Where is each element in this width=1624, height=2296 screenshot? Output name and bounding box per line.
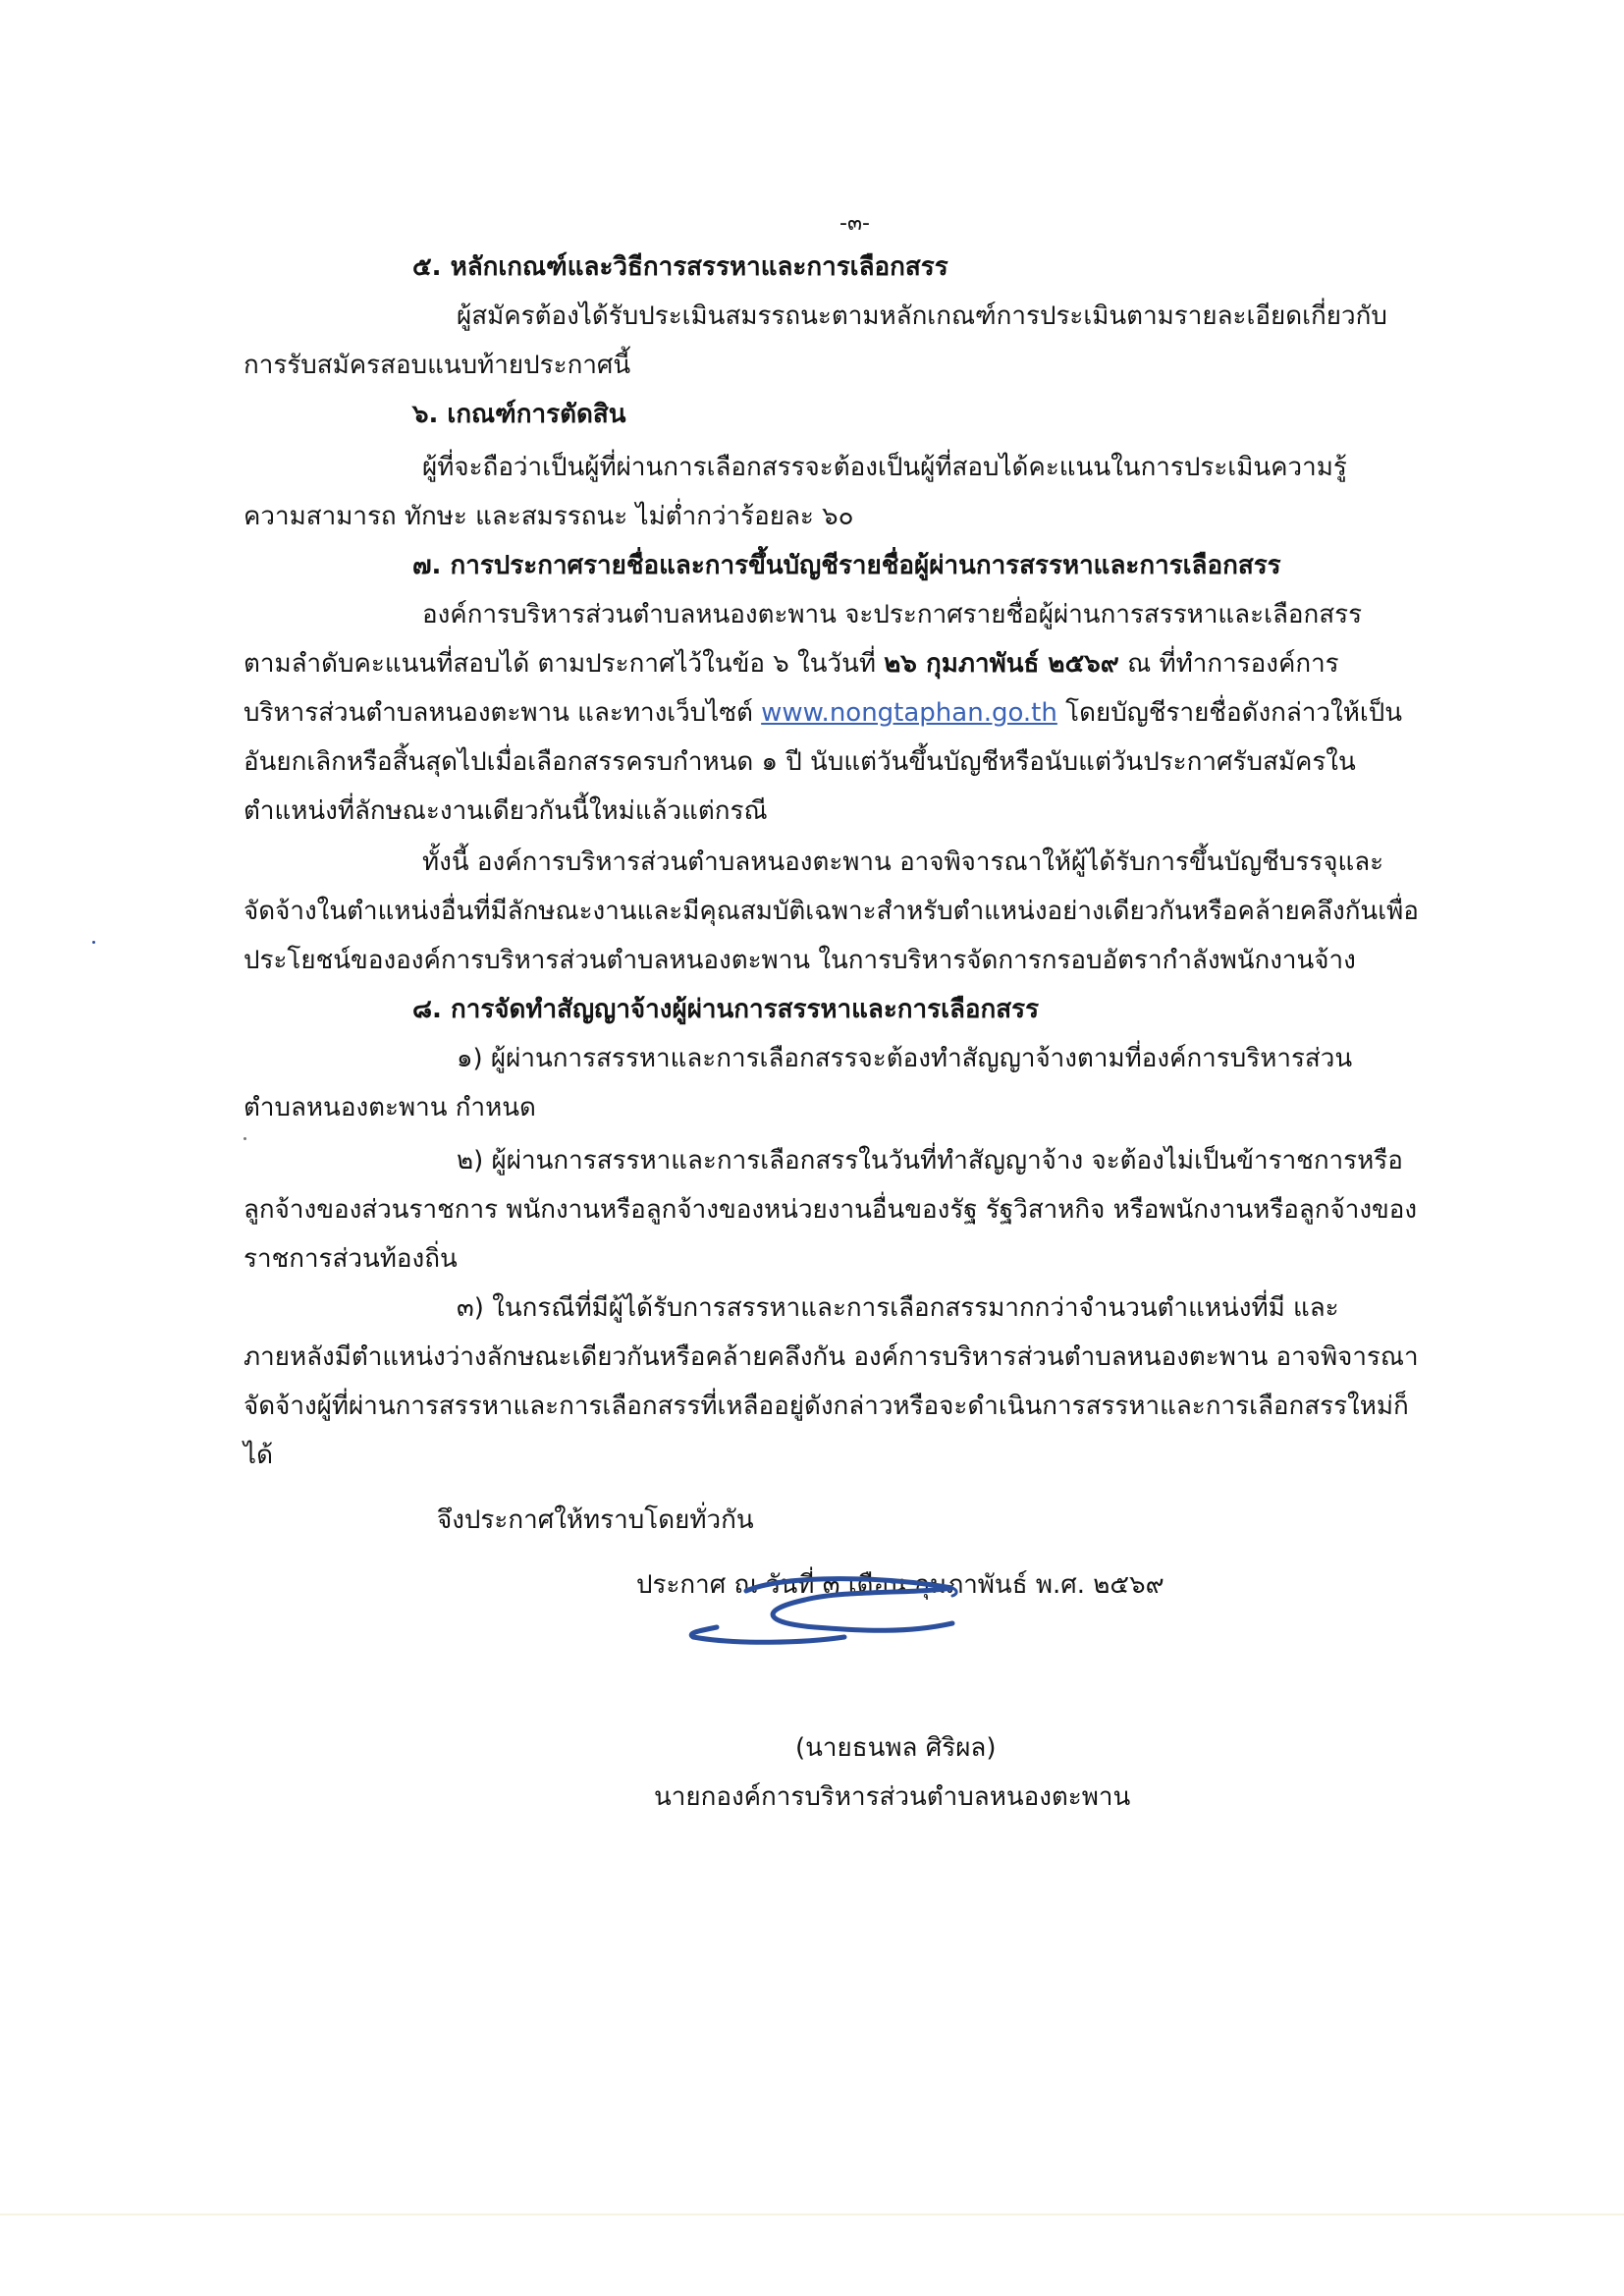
section-5-heading: ๕. หลักเกณฑ์และวิธีการสรรหาและการเลือกสรร (412, 252, 948, 282)
section-7-line-4: อันยกเลิกหรือสิ้นสุดไปเมื่อเลือกสรรครบกำหนด ๑ ปี นับแต่วันขึ้นบัญชีหรือนับแต่วันประกาศรับสมัครใน (244, 747, 1356, 777)
section-7-heading: ๗. การประกาศรายชื่อและการขึ้นบัญชีรายชื่อผู้ผ่านการสรรหาและการเลือกสรร (412, 551, 1281, 580)
website-link[interactable]: www.nongtaphan.go.th (761, 698, 1057, 728)
section-7-line-3-text: บริหารส่วนตำบลหนองตะพาน และทางเว็บไซต์ (244, 698, 753, 728)
signer-name: (นายธนพล ศิริผล) (795, 1733, 997, 1763)
signer-title: นายกองค์การบริหารส่วนตำบลหนองตะพาน (654, 1782, 1131, 1812)
ink-speck (244, 1137, 246, 1140)
section-8-heading: ๘. การจัดทำสัญญาจ้างผู้ผ่านการสรรหาและการเลือกสรร (412, 995, 1040, 1024)
section-5-line-1: ผู้สมัครต้องได้รับประเมินสมรรถนะตามหลักเกณฑ์การประเมินตามรายละเอียดเกี่ยวกับ (457, 301, 1387, 331)
closing-date-line: ประกาศ ณ วันที่ ๓ เดือน กุมภาพันธ์ พ.ศ. ๒๕๖๙ (636, 1570, 1164, 1600)
section-8-item-1-line-1: ๑) ผู้ผ่านการสรรหาและการเลือกสรรจะต้องทำสัญญาจ้างตามที่องค์การบริหารส่วน (457, 1044, 1353, 1073)
section-7-line-5: ตำแหน่งที่ลักษณะงานเดียวกันนี้ใหม่แล้วแต่กรณี (244, 796, 768, 826)
section-8-item-3-line-1: ๓) ในกรณีที่มีผู้ได้รับการสรรหาและการเลือกสรรมากกว่าจำนวนตำแหน่งที่มี และ (457, 1293, 1339, 1323)
section-8-item-2-line-3: ราชการส่วนท้องถิ่น (244, 1244, 458, 1274)
section-7-line-2 (244, 644, 1339, 683)
section-7-line-1: องค์การบริหารส่วนตำบลหนองตะพาน จะประกาศรายชื่อผู้ผ่านการสรรหาและเลือกสรร (422, 600, 1363, 629)
page-number: -๓- (839, 211, 870, 236)
section-6-line-1: ผู้ที่จะถือว่าเป็นผู้ที่ผ่านการเลือกสรรจะต้องเป็นผู้ที่สอบได้คะแนนในการประเมินความรู้ (422, 453, 1347, 482)
section-7-line-7: จัดจ้างในตำแหน่งอื่นที่มีลักษณะงานและมีคุณสมบัติเฉพาะสำหรับตำแหน่งอย่างเดียวกันหรือคล้ายคลึงกันเพื่อ (244, 897, 1419, 926)
section-6-heading: ๖. เกณฑ์การตัดสิน (412, 400, 626, 429)
section-7-line-3 (244, 693, 1402, 733)
section-8-item-3-line-4: ได้ (244, 1441, 273, 1470)
closing-announce: จึงประกาศให้ทราบโดยทั่วกัน (437, 1505, 754, 1535)
section-7-line-2-tail: ณ ที่ทำการองค์การ (1127, 649, 1339, 679)
section-7-line-6: ทั้งนี้ องค์การบริหารส่วนตำบลหนองตะพาน อาจพิจารณาให้ผู้ได้รับการขึ้นบัญชีบรรจุและ (422, 847, 1384, 877)
section-5-line-2: การรับสมัครสอบแนบท้ายประกาศนี้ (244, 351, 631, 380)
section-8-item-2-line-2: ลูกจ้างของส่วนราชการ พนักงานหรือลูกจ้างของหน่วยงานอื่นของรัฐ รัฐวิสาหกิจ หรือพนักงานหรือลูกจ้างของ (244, 1195, 1418, 1225)
section-7-line-8: ประโยชน์ขององค์การบริหารส่วนตำบลหนองตะพาน ในการบริหารจัดการกรอบอัตรากำลังพนักงานจ้าง (244, 946, 1356, 975)
section-6-line-2: ความสามารถ ทักษะ และสมรรถนะ ไม่ต่ำกว่าร้อยละ ๖๐ (244, 502, 854, 531)
section-7-line-3-tail: โดยบัญชีรายชื่อดังกล่าวให้เป็น (1065, 698, 1403, 728)
section-8-item-3-line-2: ภายหลังมีตำแหน่งว่างลักษณะเดียวกันหรือคล้ายคลึงกัน องค์การบริหารส่วนตำบลหนองตะพาน อาจพิจารณา (244, 1342, 1419, 1372)
ink-speck (92, 941, 95, 944)
scan-artifact-line (0, 2214, 1624, 2215)
section-8-item-2-line-1: ๒) ผู้ผ่านการสรรหาและการเลือกสรรในวันที่ทำสัญญาจ้าง จะต้องไม่เป็นข้าราชการหรือ (457, 1146, 1403, 1175)
announcement-date: ๒๖ กุมภาพันธ์ ๒๕๖๙ (884, 649, 1119, 679)
signature-icon (658, 1566, 982, 1660)
section-7-line-2-text: ตามลำดับคะแนนที่สอบได้ ตามประกาศไว้ในข้อ ๖ ในวันที่ (244, 649, 877, 679)
section-8-item-1-line-2: ตำบลหนองตะพาน กำหนด (244, 1093, 536, 1122)
section-8-item-3-line-3: จัดจ้างผู้ที่ผ่านการสรรหาและการเลือกสรรที่เหลืออยู่ดังกล่าวหรือจะดำเนินการสรรหาและการเลือกสรรใหม่ก็ (244, 1392, 1409, 1421)
